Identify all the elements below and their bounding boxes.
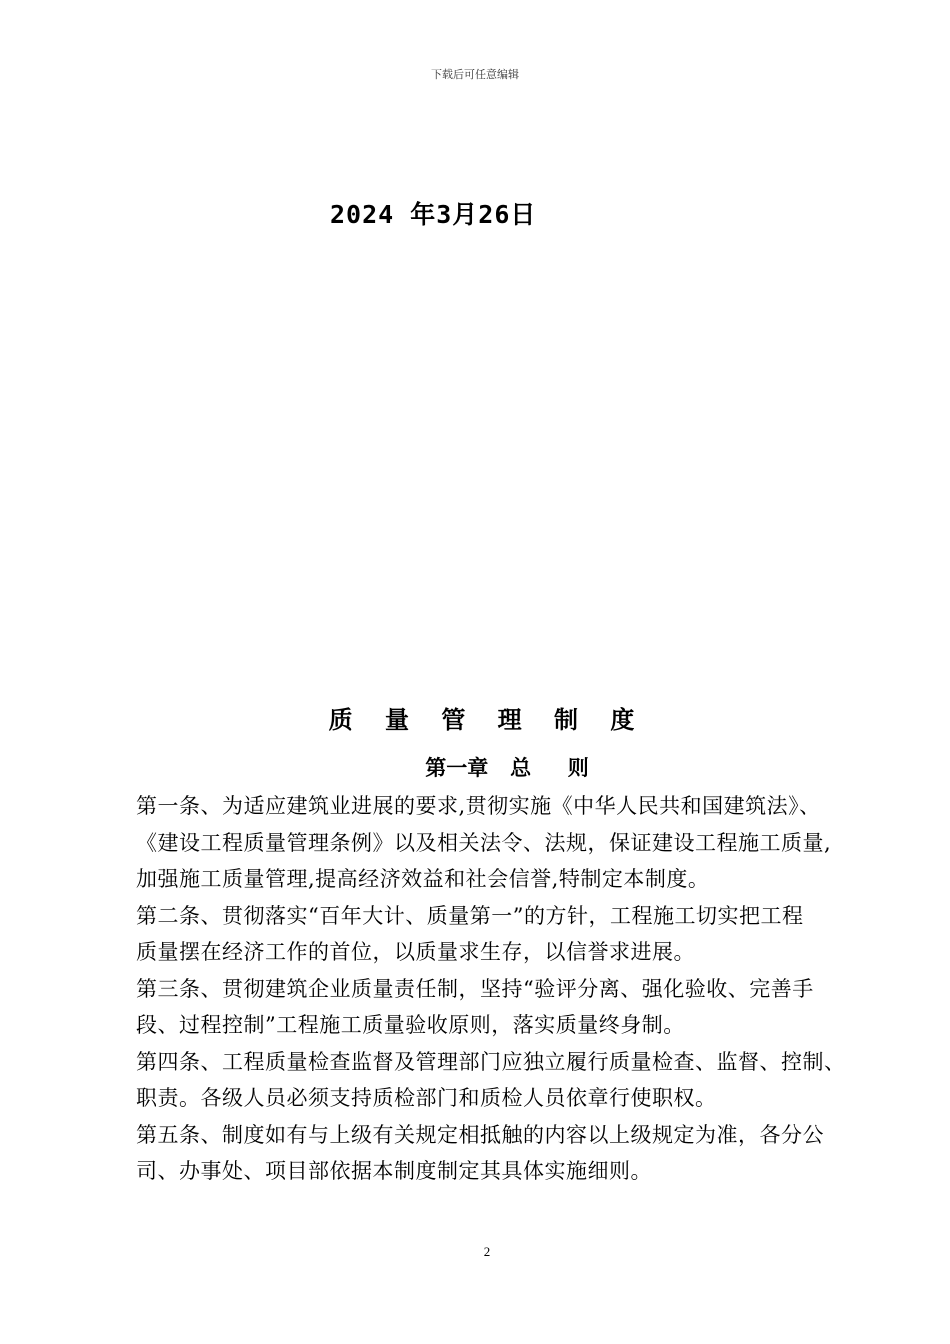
header-note: 下载后可任意编辑 [431, 68, 519, 81]
article-body [136, 788, 866, 1190]
chapter-heading: 第一章 总 则 [425, 756, 589, 780]
text-line: 质量摆在经济工作的首位，以质量求生存，以信誉求进展。 [136, 940, 695, 964]
document-date: 2024 年3月26日 [330, 200, 537, 229]
text-line: 第五条、制度如有与上级有关规定相抵触的内容以上级规定为准，各分公 [136, 1122, 824, 1147]
text-line: 《建设工程质量管理条例》以及相关法令、法规，保证建设工程施工质量, [136, 830, 832, 855]
text-line: 第四条、工程质量检查监督及管理部门应独立履行质量检查、监督、控制、 [136, 1049, 846, 1074]
text-line: 职责。各级人员必须支持质检部门和质检人员依章行使职权。 [136, 1086, 717, 1110]
text-line: 加强施工质量管理,提高经济效益和社会信誉,特制定本制度。 [136, 867, 710, 891]
page-number: 2 [483, 1244, 491, 1259]
document-title: 质 量 管 理 制 度 [328, 706, 647, 734]
text-line: 司、办事处、项目部依据本制度制定其具体实施细则。 [136, 1159, 652, 1183]
text-line: 第一条、为适应建筑业进展的要求,贯彻实施《中华人民共和国建筑法》、 [136, 794, 821, 818]
text-line: 第二条、贯彻落实“百年大计、质量第一”的方针，工程施工切实把工程 [136, 903, 804, 928]
text-line: 第三条、贯彻建筑企业质量责任制，坚持“验评分离、强化验收、完善手 [136, 976, 814, 1001]
text-line: 段、过程控制”工程施工质量验收原则，落实质量终身制。 [136, 1013, 685, 1037]
